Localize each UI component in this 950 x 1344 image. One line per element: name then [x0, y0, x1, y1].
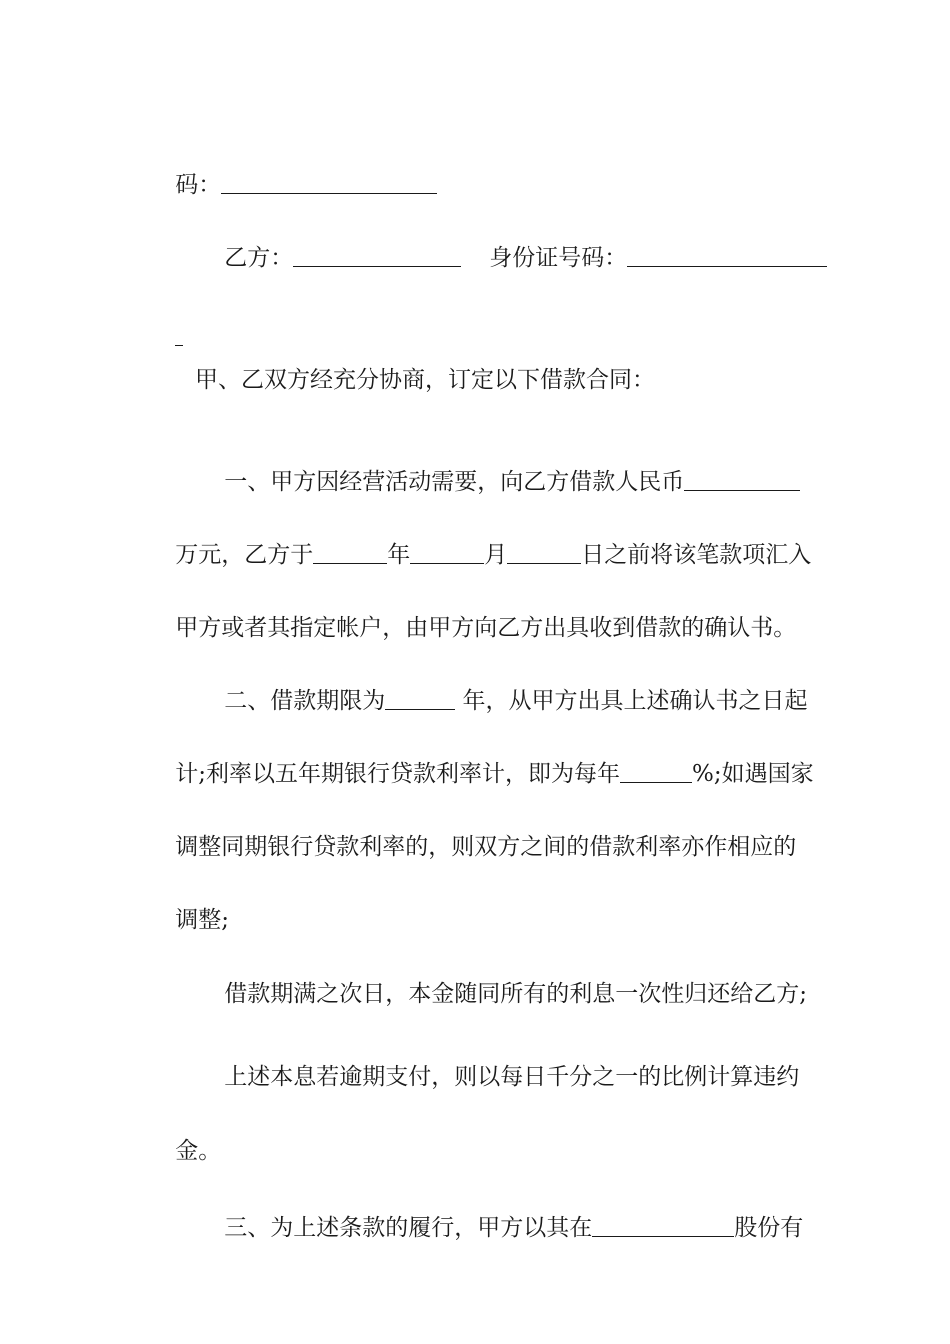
blank-day[interactable] — [507, 541, 581, 564]
clause-1-line-3 — [146, 583, 806, 641]
para-repayment — [195, 949, 807, 1007]
text-transfer: 日之前将该笔款项汇入 — [581, 542, 812, 568]
penalty-text-2: 金。 — [175, 1138, 222, 1164]
line-party-b — [195, 213, 806, 271]
blank-company-name[interactable] — [592, 1214, 734, 1237]
repayment-text: 借款期满之次日，本金随同所有的利息一次性归还给乙方; — [224, 981, 807, 1007]
blank-loan-amount[interactable] — [684, 468, 800, 491]
clause-2-line-2 — [146, 729, 814, 787]
blank-month[interactable] — [410, 541, 484, 564]
blank-id-number-a[interactable] — [221, 171, 437, 194]
clause-1-line-1 — [195, 437, 806, 495]
para-intro — [195, 365, 806, 395]
clause-2-line-1 — [195, 656, 808, 714]
clause-2-rate-text: 计;利率以五年期银行贷款利率计，即为每年 — [175, 761, 620, 787]
para-penalty-line-2 — [146, 1106, 806, 1164]
clause-2-rate-text-b: %;如遇国家 — [692, 761, 814, 787]
clause-3-line-1 — [195, 1183, 806, 1241]
label-id-number-b: 身份证号码： — [489, 245, 628, 271]
clause-3-text-b: 股份有 — [734, 1215, 804, 1241]
blank-term-years[interactable] — [385, 687, 455, 710]
para-penalty-line-1 — [195, 1032, 806, 1090]
clause-1-line-2 — [146, 510, 812, 568]
clause-3-text: 三、为上述条款的履行，甲方以其在 — [224, 1215, 593, 1241]
text-wan-yuan: 万元，乙方于 — [175, 542, 314, 568]
intro-text: 甲、乙双方经充分协商，订定以下借款合同： — [195, 367, 655, 393]
clause-1-text-3: 甲方或者其指定帐户，由甲方向乙方出具收到借款的确认书。 — [175, 615, 797, 641]
clause-2-text-3: 调整同期银行贷款利率的，则双方之间的借款利率亦作相应的 — [175, 834, 797, 860]
blank-party-b-name[interactable] — [293, 244, 461, 267]
clause-2-text-b: 年，从甲方出具上述确认书之日起 — [455, 688, 808, 714]
blank-id-number-b[interactable] — [627, 244, 827, 267]
clause-2-text: 二、借款期限为 — [224, 688, 386, 714]
clause-2-line-3 — [146, 802, 806, 860]
blank-year[interactable] — [313, 541, 387, 564]
clause-2-text-4: 调整; — [175, 907, 229, 933]
blank-interest-rate[interactable] — [620, 760, 692, 783]
line-overflow — [146, 292, 806, 322]
label-code: 码： — [175, 172, 222, 198]
clause-2-line-4 — [146, 875, 806, 933]
penalty-text: 上述本息若逾期支付，则以每日千分之一的比例计算违约 — [224, 1064, 800, 1090]
label-party-b: 乙方： — [224, 245, 294, 271]
label-month: 月 — [484, 542, 508, 568]
line-id-number-a — [146, 140, 806, 198]
blank-overflow — [175, 323, 183, 346]
label-year: 年 — [387, 542, 411, 568]
clause-1-text: 一、甲方因经营活动需要，向乙方借款人民币 — [224, 469, 685, 495]
